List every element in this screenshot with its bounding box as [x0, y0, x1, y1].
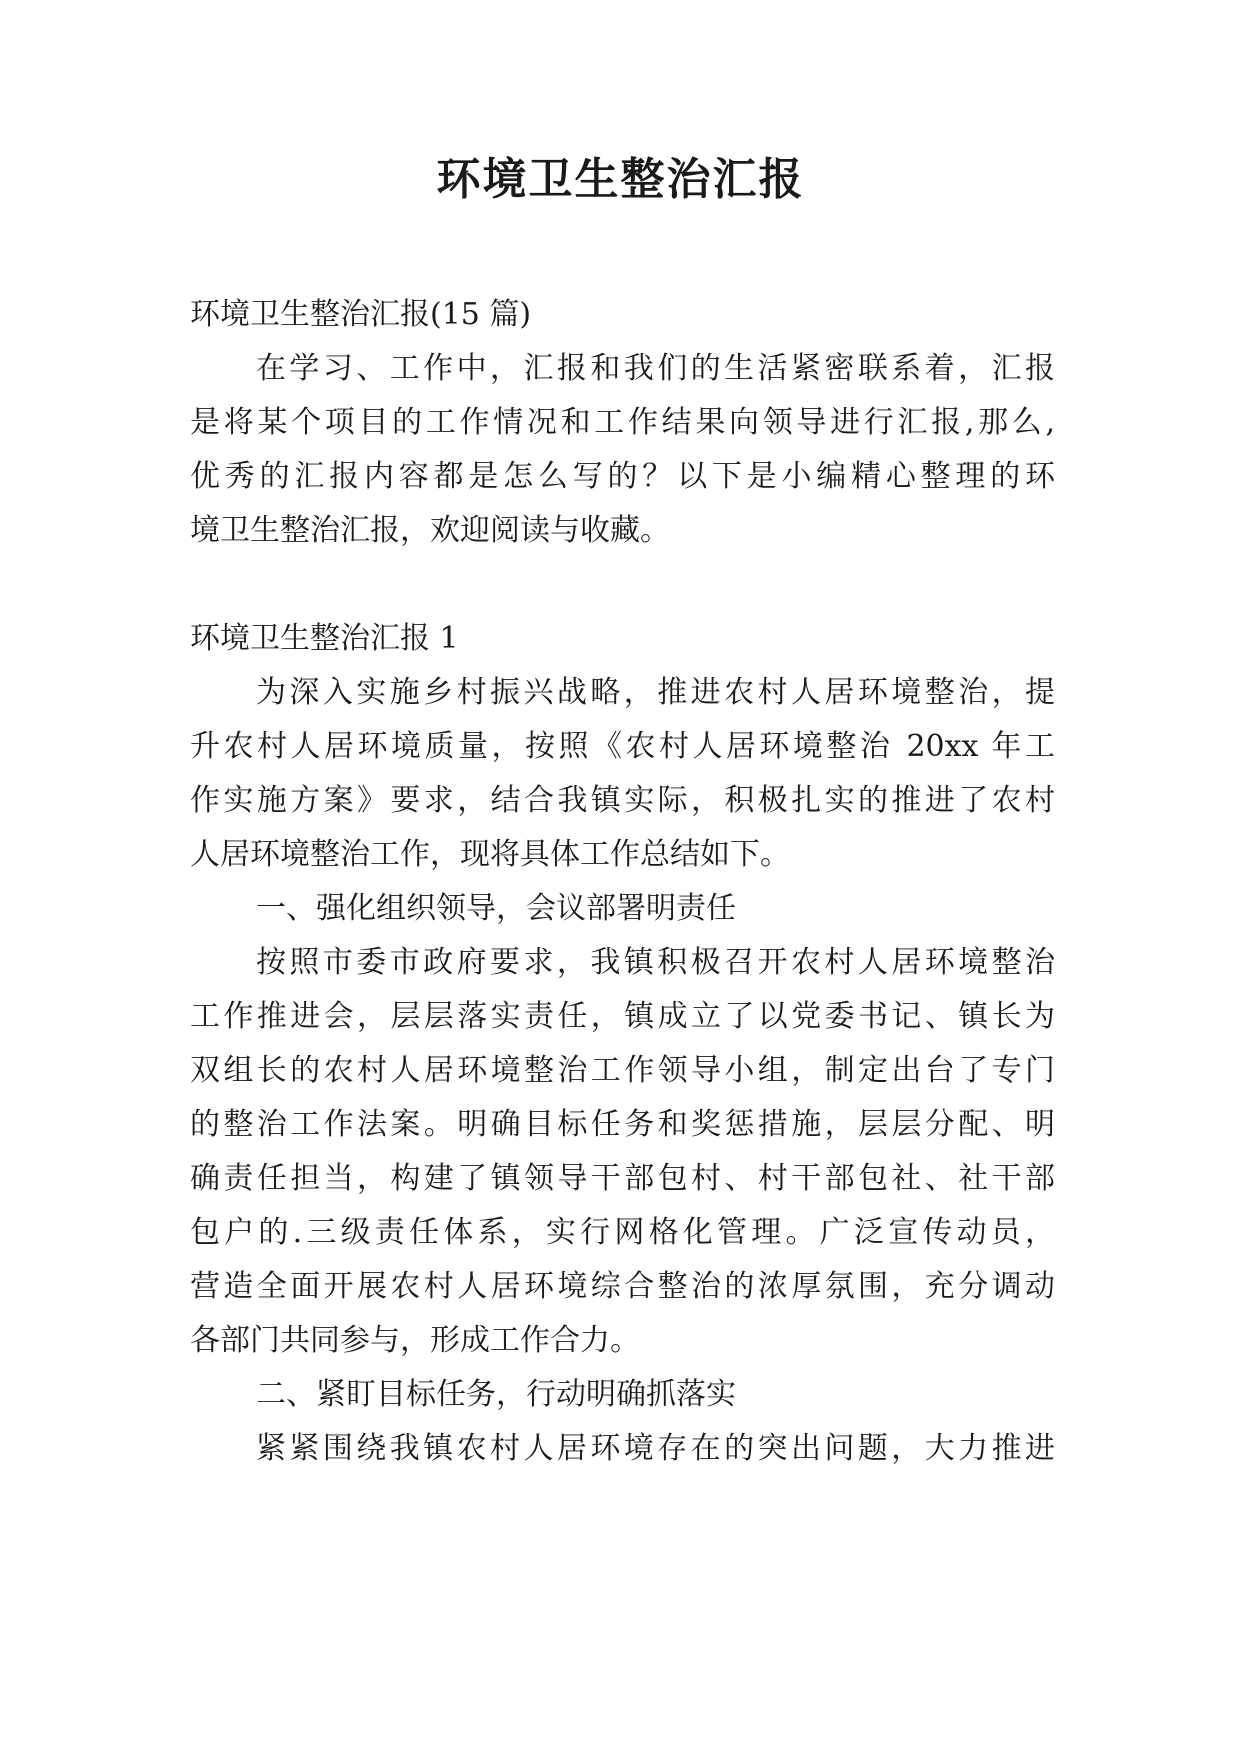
- intro-line: 境卫生整治汇报，欢迎阅读与收藏。: [190, 513, 670, 548]
- document-body: [190, 288, 1055, 1476]
- section-intro-line: 人居环境整治工作，现将具体工作总结如下。: [190, 837, 790, 872]
- section-intro-line: 升农村人居环境质量，按照《农村人居环境整治 20xx 年工: [190, 729, 1055, 764]
- intro-line: 是将某个项目的工作情况和工作结果向领导进行汇报,那么,: [190, 405, 1055, 440]
- subheading-2: 二、紧盯目标任务，行动明确抓落实: [256, 1377, 736, 1412]
- para-1-line: 工作推进会，层层落实责任，镇成立了以党委书记、镇长为: [190, 999, 1055, 1034]
- para-1-line: 营造全面开展农村人居环境综合整治的浓厚氛围，充分调动: [190, 1269, 1055, 1304]
- para-1-line: 的整治工作法案。明确目标任务和奖惩措施，层层分配、明: [190, 1107, 1055, 1142]
- paragraph-gap: [190, 558, 1055, 612]
- section-intro-line: 作实施方案》要求，结合我镇实际，积极扎实的推进了农村: [190, 783, 1055, 818]
- para-1-line: 双组长的农村人居环境整治工作领导小组，制定出台了专门: [190, 1053, 1055, 1088]
- para-2-line: 紧紧围绕我镇农村人居环境存在的突出问题，大力推进: [256, 1431, 1055, 1466]
- subheading-1: 一、强化组织领导，会议部署明责任: [256, 891, 736, 926]
- document-subtitle: 环境卫生整治汇报(15 篇): [190, 297, 532, 332]
- document-title: 环境卫生整治汇报: [436, 154, 805, 205]
- section-heading: 环境卫生整治汇报 1: [190, 621, 459, 656]
- para-1-line: 确责任担当，构建了镇领导干部包村、村干部包社、社干部: [190, 1161, 1055, 1196]
- para-1-line: 按照市委市政府要求，我镇积极召开农村人居环境整治: [256, 945, 1055, 980]
- intro-line: 优秀的汇报内容都是怎么写的？以下是小编精心整理的环: [190, 459, 1055, 494]
- section-intro-line: 为深入实施乡村振兴战略，推进农村人居环境整治，提: [256, 675, 1055, 710]
- intro-line: 在学习、工作中，汇报和我们的生活紧密联系着，汇报: [256, 351, 1055, 386]
- para-1-line: 各部门共同参与，形成工作合力。: [190, 1323, 640, 1358]
- para-1-line: 包户的.三级责任体系，实行网格化管理。广泛宣传动员，: [190, 1215, 1055, 1250]
